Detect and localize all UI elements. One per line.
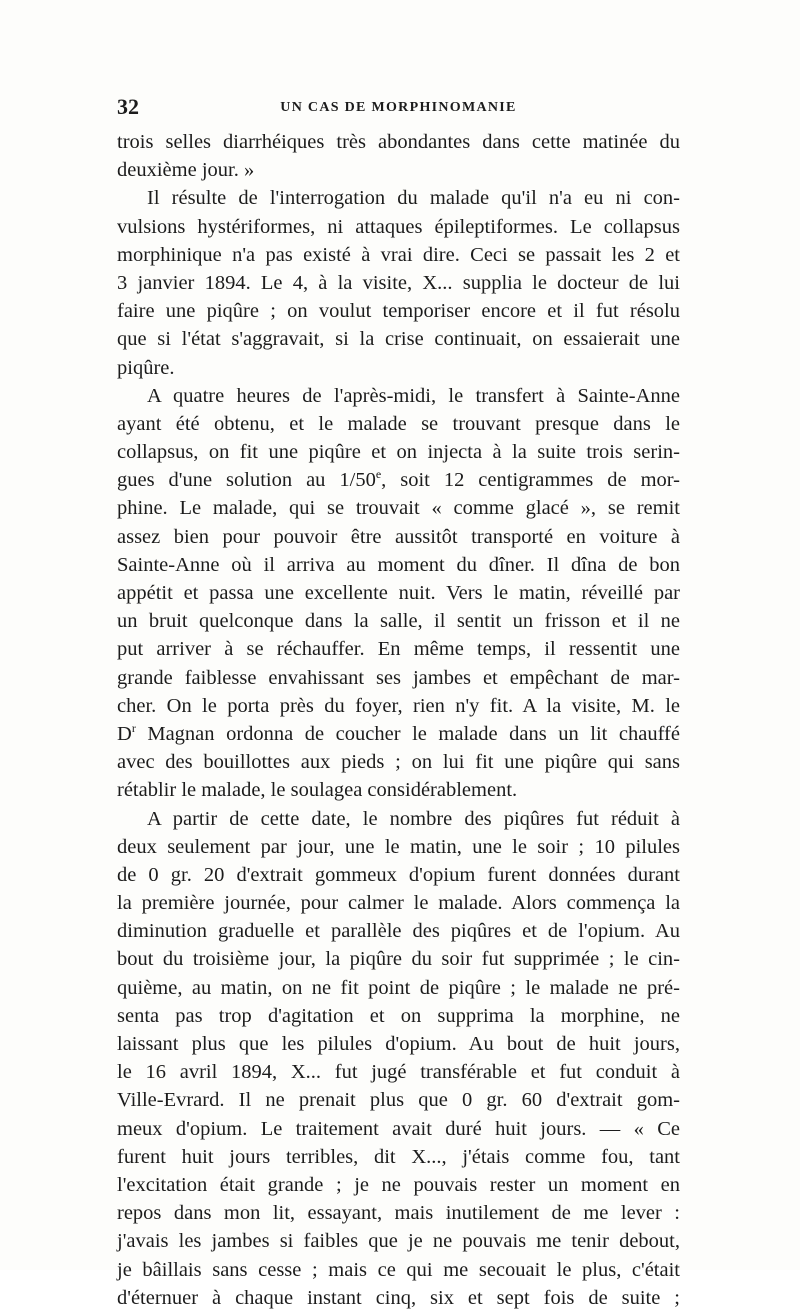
text-line: piqûre. — [117, 356, 175, 379]
text-line: que si l'état s'aggravait, si la crise continuait, on essaierait une — [117, 328, 680, 351]
text-line: bout du troisième jour, la piqûre du soir fut supprimée ; le cin- — [117, 948, 680, 971]
text-line: avec des bouillottes aux pieds ; on lui fit une piqûre qui sans — [117, 751, 680, 774]
text-line: A partir de cette date, le nombre des piqûres fut réduit à — [147, 807, 680, 830]
text-line: meux d'opium. Le traitement avait duré huit jours. — « Ce — [117, 1117, 680, 1140]
text-line: morphinique n'a pas existé à vrai dire. Ceci se passait les 2 et — [117, 243, 680, 266]
text-line: rétablir le malade, le soulagea considérablement. — [117, 779, 518, 802]
text-line: collapsus, on fit une piqûre et on injecta à la suite trois serin- — [117, 441, 680, 464]
text-line: diminution graduelle et parallèle des piqûres et de l'opium. Au — [117, 920, 680, 943]
text-line: deuxième jour. » — [117, 159, 255, 182]
page-header — [117, 92, 680, 122]
text-line: je bâillais sans cesse ; mais ce qui me secouait le plus, c'était — [117, 1258, 680, 1281]
body-text — [117, 128, 680, 1312]
text-line: Sainte-Anne où il arriva au moment du dîner. Il dîna de bon — [117, 553, 680, 576]
text-line: assez bien pour pouvoir être aussitôt transporté en voiture à — [117, 525, 680, 548]
text-line: appétit et passa une excellente nuit. Vers le matin, réveillé par — [117, 582, 680, 604]
text-line: le 16 avril 1894, X... fut jugé transférable et fut conduit à — [117, 1061, 680, 1084]
text-line: put arriver à se réchauffer. En même temps, il ressentit une — [117, 638, 680, 661]
text-line: Ville-Evrard. Il ne prenait plus que 0 gr. 60 d'extrait gom- — [117, 1089, 680, 1112]
text-line: la première journée, pour calmer le malade. Alors commença la — [117, 892, 680, 915]
running-title: UN CAS DE MORPHINOMANIE — [280, 100, 517, 115]
text-line: cher. On le porta près du foyer, rien n'y fit. A la visite, M. le — [117, 694, 680, 717]
text-line: l'excitation était grande ; je ne pouvais rester un moment en — [117, 1173, 680, 1196]
text-line: un bruit quelconque dans la salle, il sentit un frisson et il ne — [117, 610, 680, 633]
text-line: furent huit jours terribles, dit X..., j'étais comme fou, tant — [117, 1145, 680, 1168]
text-line: repos dans mon lit, essayant, mais inutilement de me lever : — [117, 1202, 680, 1225]
text-line: 3 janvier 1894. Le 4, à la visite, X... supplia le docteur de lui — [117, 271, 680, 294]
text-line: j'avais les jambes si faibles que je ne pouvais me tenir debout, — [117, 1230, 680, 1253]
text-line: trois selles diarrhéiques très abondantes dans cette matinée du — [117, 131, 680, 153]
text-line: gues d'une solution au 1/50e, soit 12 centigrammes de mor- — [117, 467, 681, 492]
text-line: vulsions hystériformes, ni attaques épileptiformes. Le collapsus — [117, 215, 680, 238]
text-line: deux seulement par jour, une le matin, une le soir ; 10 pilules — [117, 835, 680, 858]
text-line: A quatre heures de l'après-midi, le transfert à Sainte-Anne — [147, 384, 680, 407]
text-line: laissant plus que les pilules d'opium. Au bout de huit jours, — [117, 1033, 680, 1055]
text-line: phine. Le malade, qui se trouvait « comme glacé », se remit — [117, 497, 680, 520]
text-line: grande faiblesse envahissant ses jambes et empêchant de mar- — [117, 666, 680, 689]
page-number: 32 — [117, 94, 139, 119]
text-line: Il résulte de l'interrogation du malade qu'il n'a eu ni con- — [147, 187, 680, 210]
text-line: faire une piqûre ; on voulut temporiser encore et il fut résolu — [117, 300, 680, 323]
text-line: senta pas trop d'agitation et on supprima la morphine, ne — [117, 1004, 680, 1027]
text-line: de 0 gr. 20 d'extrait gommeux d'opium furent données durant — [117, 863, 680, 886]
text-line: ayant été obtenu, et le malade se trouvant presque dans le — [117, 412, 680, 435]
text-line: $D^r$ Magnan ordonna de coucher le malade dans un lit chauffé — [117, 721, 680, 745]
text-line: quième, au matin, on ne fit point de piqûre ; le malade ne pré- — [117, 976, 680, 999]
text-line: d'éternuer à chaque instant cinq, six et sept fois de suite ; — [117, 1286, 680, 1309]
